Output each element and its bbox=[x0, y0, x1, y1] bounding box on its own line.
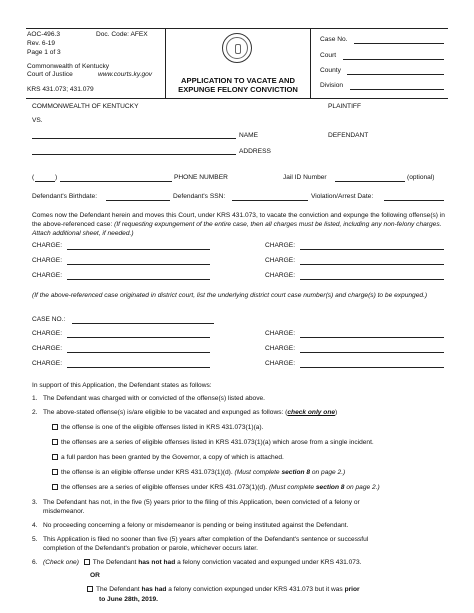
charge-label: CHARGE: bbox=[265, 257, 296, 264]
website: www.courts.ky.gov bbox=[98, 71, 153, 78]
case-no-label: Case No. bbox=[320, 36, 348, 43]
item-5-number: 5. bbox=[32, 536, 38, 543]
item-6-b-date: to June 28th, 2019. bbox=[99, 596, 158, 603]
charge-label: CHARGE: bbox=[32, 345, 63, 352]
option-2-row bbox=[52, 439, 374, 447]
option-3-row bbox=[52, 454, 284, 462]
form-title-line1: APPLICATION TO VACATE AND bbox=[181, 76, 295, 85]
charge-label: CHARGE: bbox=[265, 345, 296, 352]
item-5-text-line2: completion of the Defendant's probation or parole, whichever occurs later. bbox=[43, 545, 258, 552]
jail-id-field[interactable] bbox=[335, 181, 405, 182]
commonwealth-label: COMMONWEALTH OF KENTUCKY bbox=[32, 103, 139, 110]
item-6-b-has-had: has had bbox=[141, 586, 167, 593]
option-1-row bbox=[52, 424, 263, 432]
county-label: County bbox=[320, 67, 341, 74]
charge-label: CHARGE: bbox=[32, 360, 63, 367]
county-field[interactable] bbox=[347, 74, 444, 75]
revision: Rev. 6-19 bbox=[27, 40, 56, 47]
option-5-label: the offenses are a series of eligible offenses under KRS 431.073(1)(d). bbox=[61, 484, 268, 491]
item-6-row-b bbox=[87, 586, 360, 594]
charge-field[interactable] bbox=[67, 352, 210, 353]
option-4-note-section: section 8 bbox=[281, 469, 311, 476]
court-label: Court bbox=[320, 52, 337, 59]
charge-label: CHARGE: bbox=[32, 272, 63, 279]
phone-field[interactable] bbox=[60, 181, 172, 182]
defendant-address-field[interactable] bbox=[32, 154, 236, 155]
item-6-a-checkbox[interactable] bbox=[84, 559, 90, 565]
intro-italic-note: (If requesting expungement of the entire case, then all charges must be listed, including any non-felony charges. Attach additional sheet, if needed.) bbox=[32, 221, 442, 237]
item-4-text: No proceeding concerning a felony or misdemeanor is pending or being instituted against the Defendant. bbox=[43, 522, 349, 529]
charge-field[interactable] bbox=[300, 352, 444, 353]
case-no-field[interactable] bbox=[354, 43, 444, 44]
or-label: OR bbox=[90, 572, 100, 579]
district-case-no-label: CASE NO.: bbox=[32, 316, 66, 323]
jail-id-label: Jail ID Number bbox=[283, 174, 327, 181]
item-6-b-text-3: a felony conviction expunged under KRS 431.073 but it was bbox=[168, 586, 343, 593]
defendant-name-field[interactable] bbox=[32, 138, 236, 139]
name-label: NAME bbox=[239, 132, 259, 139]
option-4-checkbox[interactable] bbox=[52, 469, 58, 475]
kentucky-seal-icon bbox=[222, 33, 252, 63]
item-2-text bbox=[43, 409, 337, 417]
plaintiff-label: PLAINTIFF bbox=[328, 103, 361, 110]
option-5-note-a: (Must complete bbox=[268, 484, 315, 491]
area-code-field[interactable] bbox=[35, 181, 55, 182]
item-6-row-a bbox=[43, 559, 361, 567]
charge-label: CHARGE: bbox=[32, 242, 63, 249]
violation-date-field[interactable] bbox=[384, 200, 444, 201]
item-3-number: 3. bbox=[32, 499, 38, 506]
form-title-line2: EXPUNGE FELONY CONVICTION bbox=[178, 85, 298, 94]
jail-id-optional: (optional) bbox=[407, 174, 435, 181]
court-field[interactable] bbox=[343, 59, 444, 60]
item-2-text-a: The above-stated offense(s) is/are eligible to be vacated and expunged as follows: ( bbox=[43, 409, 288, 416]
charge-field[interactable] bbox=[300, 249, 444, 250]
defendant-label: DEFENDANT bbox=[328, 132, 369, 139]
charge-label: CHARGE: bbox=[32, 257, 63, 264]
charge-field[interactable] bbox=[300, 279, 444, 280]
charge-label: CHARGE: bbox=[265, 242, 296, 249]
item-6-b-prior: prior bbox=[344, 586, 360, 593]
phone-paren-close: ) bbox=[55, 174, 58, 181]
option-1-checkbox[interactable] bbox=[52, 424, 58, 430]
ssn-field[interactable] bbox=[232, 200, 308, 201]
item-6-number: 6. bbox=[32, 559, 38, 566]
phone-label: PHONE NUMBER bbox=[174, 174, 228, 181]
charge-field[interactable] bbox=[67, 279, 210, 280]
option-5-note-b: on page 2.) bbox=[346, 484, 380, 491]
vs-label: VS. bbox=[32, 117, 43, 124]
birthdate-label: Defendant's Birthdate: bbox=[32, 193, 98, 200]
option-4-row bbox=[52, 469, 345, 477]
item-6-b-checkbox[interactable] bbox=[87, 586, 93, 592]
state-name: Commonwealth of Kentucky bbox=[27, 63, 110, 70]
check-only-one: check only one bbox=[287, 409, 336, 416]
item-6-a-text-3: a felony conviction vacated and expunged under KRS 431.073. bbox=[177, 559, 362, 566]
option-1-label: the offense is one of the eligible offenses listed in KRS 431.073(1)(a). bbox=[61, 424, 264, 431]
item-3-text-line2: misdemeanor. bbox=[43, 508, 85, 515]
option-4-note-a: (Must complete bbox=[234, 469, 280, 476]
court-of-justice: Court of Justice bbox=[27, 71, 73, 78]
charge-field[interactable] bbox=[67, 337, 210, 338]
item-1-text: The Defendant was charged with or convicted of the offense(s) listed above. bbox=[43, 395, 265, 402]
option-4-note-b: on page 2.) bbox=[311, 469, 346, 476]
option-3-checkbox[interactable] bbox=[52, 454, 58, 460]
ssn-label: Defendant's SSN: bbox=[173, 193, 226, 200]
support-intro: In support of this Application, the Defendant states as follows: bbox=[32, 382, 212, 389]
charge-field[interactable] bbox=[67, 264, 210, 265]
option-5-row bbox=[52, 484, 380, 492]
krs-reference: KRS 431.073; 431.079 bbox=[27, 86, 94, 93]
charge-field[interactable] bbox=[300, 337, 444, 338]
district-case-no-field[interactable] bbox=[72, 323, 214, 324]
address-label: ADDRESS bbox=[239, 148, 271, 155]
division-label: Division bbox=[320, 82, 344, 89]
item-4-number: 4. bbox=[32, 522, 38, 529]
intro-paragraph bbox=[32, 211, 445, 238]
violation-date-label: Violation/Arrest Date: bbox=[311, 193, 374, 200]
charge-label: CHARGE: bbox=[265, 272, 296, 279]
item-3-text-line1: The Defendant has not, in the five (5) years prior to the filing of this Application, been convicted of a felony or bbox=[43, 499, 360, 506]
doc-code: Doc. Code: AFEX bbox=[96, 31, 148, 38]
charge-label: CHARGE: bbox=[265, 360, 296, 367]
option-2-checkbox[interactable] bbox=[52, 439, 58, 445]
option-2-label: the offenses are a series of eligible offenses listed in KRS 431.073(1)(a) which arose from a single incident. bbox=[61, 439, 374, 446]
charge-field[interactable] bbox=[300, 264, 444, 265]
charge-label: CHARGE: bbox=[32, 330, 63, 337]
page-number: Page 1 of 3 bbox=[27, 49, 61, 56]
option-5-checkbox[interactable] bbox=[52, 484, 58, 490]
item-5-text-line1: This Application is filed no sooner than five (5) years after completion of the Defendant's sentence or successful bbox=[43, 536, 369, 543]
birthdate-field[interactable] bbox=[106, 200, 170, 201]
item-6-a-has-not-had: has not had bbox=[138, 559, 176, 566]
form-id: AOC-496.3 bbox=[27, 31, 60, 38]
phone-paren-open: ( bbox=[32, 174, 35, 181]
item-6-a-text-1: The Defendant bbox=[92, 559, 137, 566]
intro-text: Comes now the Defendant herein and moves this Court, under KRS 431.073, to vacate the conviction and expunge the following offense(s) in the above-referenced case: bbox=[32, 212, 445, 228]
charge-field[interactable] bbox=[67, 367, 210, 368]
division-field[interactable] bbox=[350, 89, 444, 90]
option-5-note-section: section 8 bbox=[315, 484, 345, 491]
option-3-label: a full pardon has been granted by the Governor, a copy of which is attached. bbox=[61, 454, 284, 461]
item-2-text-c: ) bbox=[335, 409, 338, 416]
option-4-label: the offense is an eligible offense under KRS 431.073(1)(d). bbox=[61, 469, 233, 476]
item-1-number: 1. bbox=[32, 395, 38, 402]
check-one-note: (Check one) bbox=[43, 559, 79, 566]
item-2-number: 2. bbox=[32, 409, 38, 416]
charge-label: CHARGE: bbox=[265, 330, 296, 337]
district-court-note: (If the above-referenced case originated in district court, list the underlying district court case number(s) and charge(s) to be expunged.) bbox=[32, 292, 428, 299]
charge-field[interactable] bbox=[67, 249, 210, 250]
charge-field[interactable] bbox=[300, 367, 444, 368]
item-6-b-text-1: The Defendant bbox=[96, 586, 140, 593]
